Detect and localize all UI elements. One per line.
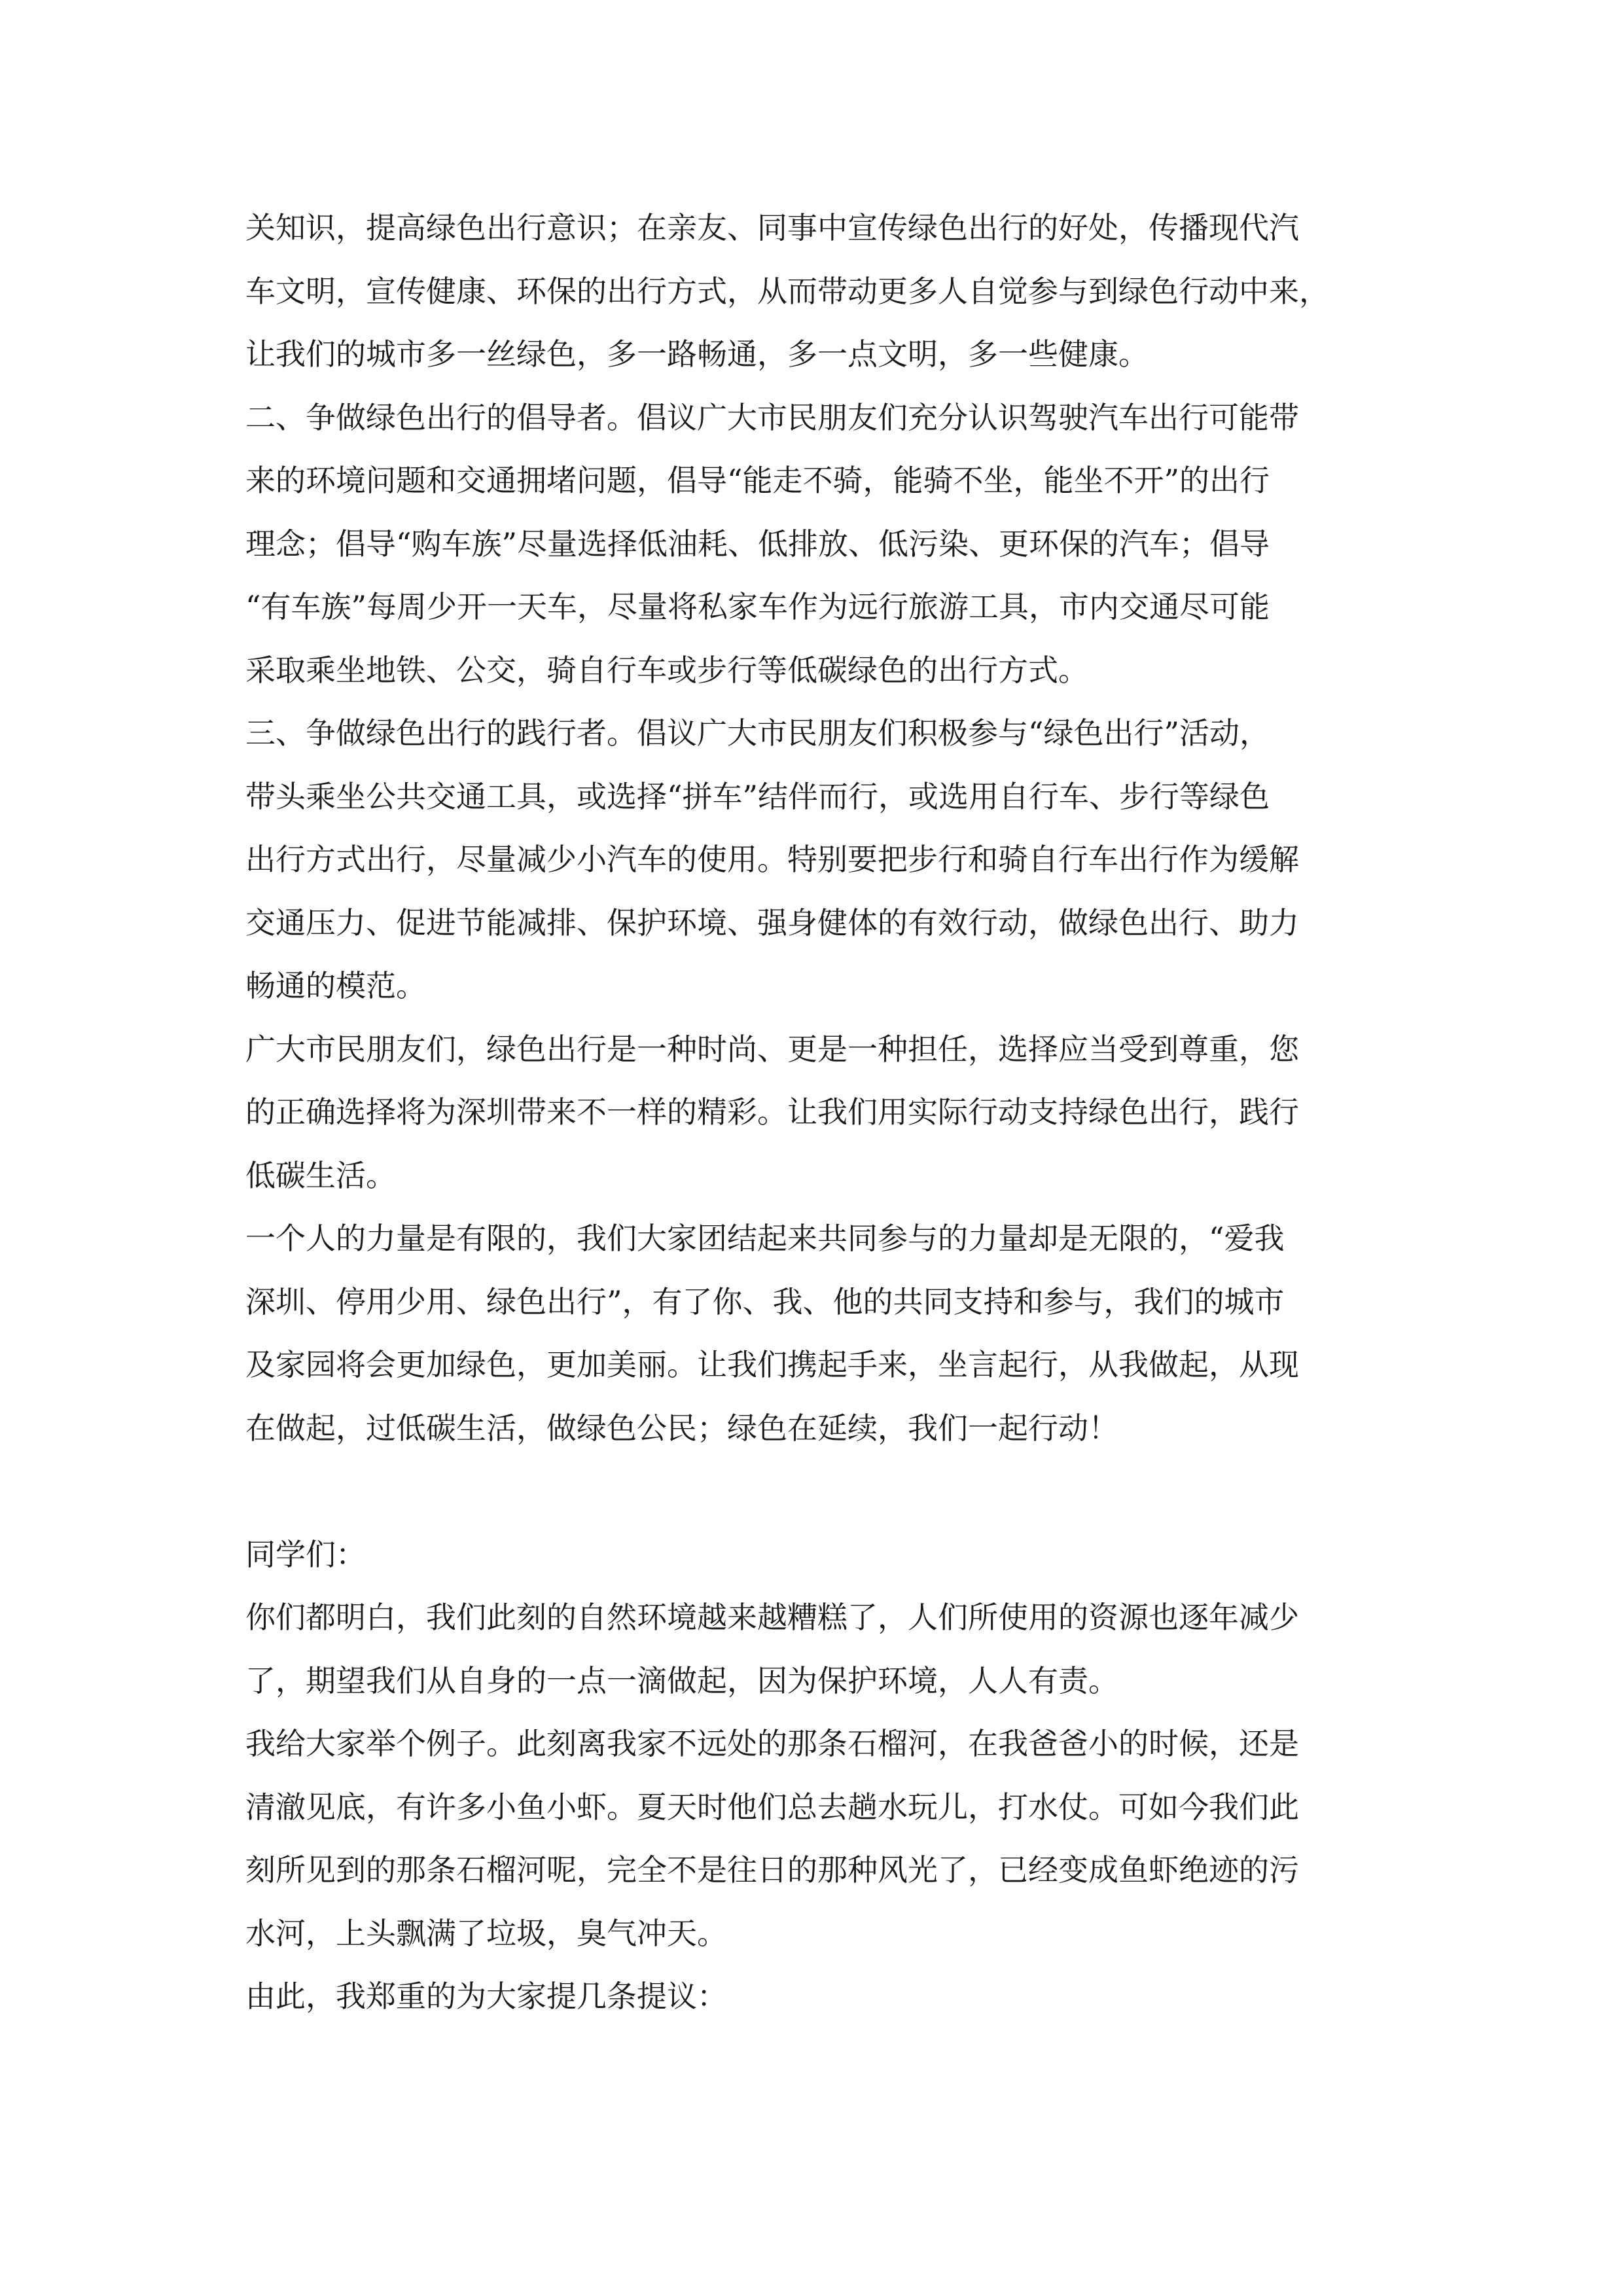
text-line: 出行方式出行，尽量减少小汽车的使用。特别要把步行和骑自行车出行作为缓解: [245, 842, 1299, 877]
text-line: 清澈见底，有许多小鱼小虾。夏天时他们总去趟水玩儿，打水仗。可如今我们此: [245, 1789, 1299, 1825]
text-line: 一个人的力量是有限的，我们大家团结起来共同参与的力量却是无限的，“爱我: [245, 1221, 1285, 1256]
paragraph-environment: [245, 1586, 1384, 1712]
text-line: 我给大家举个例子。此刻离我家不远处的那条石榴河，在我爸爸小的时候，还是: [245, 1726, 1299, 1761]
text-line: 三、争做绿色出行的践行者。倡议广大市民朋友们积极参与“绿色出行”活动，: [245, 715, 1270, 751]
document-body: [245, 196, 1384, 2028]
paragraph-practitioner: [245, 702, 1384, 1018]
paragraph-citizens: [245, 1018, 1384, 1208]
text-line: 广大市民朋友们，绿色出行是一种时尚、更是一种担任，选择应当受到尊重，您: [245, 1031, 1299, 1067]
text-line: 车文明，宣传健康、环保的出行方式，从而带动更多人自觉参与到绿色行动中来，: [245, 273, 1329, 309]
text-line: 在做起，过低碳生活，做绿色公民；绿色在延续，我们一起行动！: [245, 1410, 1118, 1446]
text-line: 低碳生活。: [245, 1157, 396, 1193]
paragraph-green-travel-awareness: [245, 196, 1384, 386]
text-line: 采取乘坐地铁、公交，骑自行车或步行等低碳绿色的出行方式。: [245, 652, 1088, 688]
text-line: 水河，上头飘满了垃圾，臭气冲天。: [245, 1915, 727, 1951]
paragraph-advocate: [245, 386, 1384, 702]
paragraph-closing-call: [245, 1207, 1384, 1460]
text-line: 及家园将会更加绿色，更加美丽。让我们携起手来，坐言起行，从我做起，从现: [245, 1347, 1299, 1382]
text-line: 了，期望我们从自身的一点一滴做起，因为保护环境，人人有责。: [245, 1662, 1118, 1698]
paragraph-suggestions-intro: [245, 1965, 1384, 2028]
text-line: 深圳、停用少用、绿色出行”，有了你、我、他的共同支持和参与，我们的城市: [245, 1283, 1285, 1319]
text-line: 畅通的模范。: [245, 968, 426, 1003]
text-line: 交通压力、促进节能减排、保护环境、强身健体的有效行动，做绿色出行、助力: [245, 905, 1299, 941]
paragraph-river-example: [245, 1712, 1384, 1965]
text-line: 来的环境问题和交通拥堵问题，倡导“能走不骑，能骑不坐，能坐不开”的出行: [245, 463, 1270, 498]
text-line: 理念；倡导“购车族”尽量选择低油耗、低排放、低污染、更环保的汽车；倡导: [245, 526, 1270, 562]
greeting: [245, 1523, 1384, 1587]
text-line: 的正确选择将为深圳带来不一样的精彩。让我们用实际行动支持绿色出行，践行: [245, 1094, 1299, 1130]
greeting-line: 同学们：: [245, 1536, 366, 1572]
text-line: 二、争做绿色出行的倡导者。倡议广大市民朋友们充分认识驾驶汽车出行可能带: [245, 399, 1299, 435]
text-line: “有车族”每周少开一天车，尽量将私家车作为远行旅游工具，市内交通尽可能: [245, 589, 1270, 624]
text-line: 关知识，提高绿色出行意识；在亲友、同事中宣传绿色出行的好处，传播现代汽: [245, 210, 1299, 245]
text-line: 刻所见到的那条石榴河呢，完全不是往日的那种风光了，已经变成鱼虾绝迹的污: [245, 1852, 1299, 1888]
text-line: 让我们的城市多一丝绿色，多一路畅通，多一点文明，多一些健康。: [245, 336, 1149, 372]
text-line: 带头乘坐公共交通工具，或选择“拼车”结伴而行，或选用自行车、步行等绿色: [245, 778, 1270, 814]
text-line: 由此，我郑重的为大家提几条提议：: [245, 1979, 727, 2014]
text-line: 你们都明白，我们此刻的自然环境越来越糟糕了，人们所使用的资源也逐年减少: [245, 1600, 1299, 1635]
section-gap: [245, 1460, 1384, 1523]
